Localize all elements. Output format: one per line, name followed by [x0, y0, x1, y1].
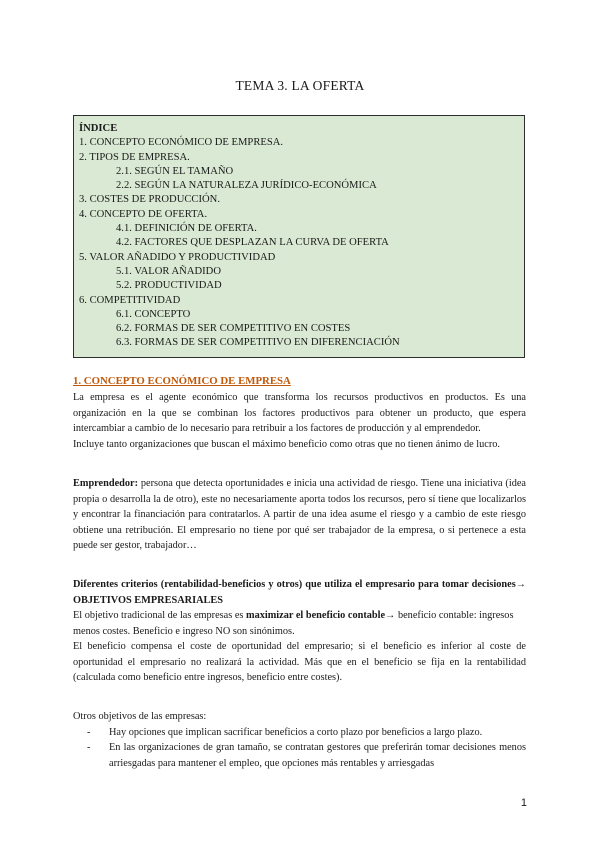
- index-item: 1. CONCEPTO ECONÓMICO DE EMPRESA.: [79, 137, 284, 149]
- paragraph-coste-oportunidad: [73, 639, 526, 686]
- objective-text-a: El objetivo tradicional de las empresas es: [73, 610, 246, 621]
- index-subitem: 2.1. SEGÚN EL TAMAÑO: [116, 165, 234, 177]
- index-subitem: 5.2. PRODUCTIVIDAD: [116, 280, 222, 292]
- objective-text-b: → beneficio contable: ingresos menos costes. Beneficio e ingreso NO son sinónimos.: [73, 610, 514, 637]
- index-item: 2. TIPOS DE EMPRESA.: [79, 151, 190, 163]
- page-number: 1: [520, 797, 527, 809]
- index-subitem: 5.1. VALOR AÑADIDO: [116, 265, 221, 277]
- index-subitem: 4.1. DEFINICIÓN DE OFERTA.: [116, 223, 257, 235]
- index-box: [73, 115, 525, 358]
- index-heading: ÍNDICE: [79, 123, 118, 134]
- objective-bold: maximizar el beneficio contable: [246, 610, 386, 621]
- index-subitem: 6.1. CONCEPTO: [116, 308, 191, 320]
- index-item: 5. VALOR AÑADIDO Y PRODUCTIVIDAD: [79, 251, 276, 263]
- list-item: [73, 740, 526, 771]
- index-item: 3. COSTES DE PRODUCCIÓN.: [79, 194, 220, 206]
- list-item-text: En las organizaciones de gran tamaño, se contratan gestores que preferirán tomar decisiones menos arriesgadas para mantener el empleo, que opciones más rentables y arriesgadas: [109, 742, 526, 769]
- section-body: [73, 390, 526, 452]
- list-dash: -: [87, 742, 91, 754]
- definition-emprendedor: persona que detecta oportunidades e inicia una actividad de riesgo. Tiene una iniciativa (idea propia o desarrolla la de otro), este no necesariamente aporta todos los recursos, pero sí tiene que localizarlos y encontrar la financiación para contratarlos. A partir de una idea asume el riesgo y a cambio de este riesgo obtiene una retribución. El empresario no tiene por qué ser trabajador de la empresa, o si pertenece a esta puede ser gestor, trabajador…: [73, 478, 526, 552]
- index-subitem: 6.3. FORMAS DE SER COMPETITIVO EN DIFERENCIACIÓN: [116, 337, 400, 349]
- index-subitem: 2.2. SEGÚN LA NATURALEZA JURÍDICO-ECONÓMICA: [116, 180, 377, 192]
- paragraph-empresa: La empresa es el agente económico que transforma los recursos productivos en productos. Es una organización en la que se combinan los factores productivos para obtener un producto, que espera intercambiar a cambio de lo necesario para retribuir a los factores de producción y al emprendedor.: [73, 392, 526, 435]
- index-subitem: 4.2. FACTORES QUE DESPLAZAN LA CURVA DE OFERTA: [116, 237, 389, 249]
- term-emprendedor: Emprendedor:: [73, 478, 139, 489]
- paragraph-lucro: Incluye tanto organizaciones que buscan el máximo beneficio como otras que no tienen ánimo de lucro.: [73, 438, 500, 450]
- list-item-text: Hay opciones que implican sacrificar beneficios a corto plazo por beneficios a largo plazo.: [109, 726, 483, 738]
- index-subitem: 6.2. FORMAS DE SER COMPETITIVO EN COSTES: [116, 323, 351, 335]
- other-objectives: [73, 709, 526, 771]
- paragraph-criterios: [73, 577, 526, 608]
- paragraph-objetivo: [73, 608, 526, 639]
- page-title: TEMA 3. LA OFERTA: [235, 78, 365, 93]
- objectives-list: [73, 725, 526, 772]
- opportunity-cost-text: El beneficio compensa el coste de oportunidad del empresario; si el beneficio es inferior al coste de oportunidad el empresario no realizará la actividad. Más que en el beneficio se fija en la rentabilidad (calculada como beneficio entre ingresos, beneficio entre costes).: [73, 641, 526, 684]
- index-item: 4. CONCEPTO DE OFERTA.: [79, 208, 208, 220]
- other-objectives-intro: Otros objetivos de las empresas:: [73, 711, 207, 722]
- index-item: 6. COMPETITIVIDAD: [79, 294, 181, 306]
- criteria-heading: Diferentes criterios (rentabilidad-beneficios y otros) que utiliza el empresario para tomar decisiones→ OBJETIVOS EMPRESARIALES: [73, 579, 526, 606]
- list-dash: -: [87, 726, 91, 738]
- list-item: [73, 725, 526, 741]
- section-heading: 1. CONCEPTO ECONÓMICO DE EMPRESA: [73, 375, 291, 387]
- paragraph-emprendedor: [73, 476, 526, 554]
